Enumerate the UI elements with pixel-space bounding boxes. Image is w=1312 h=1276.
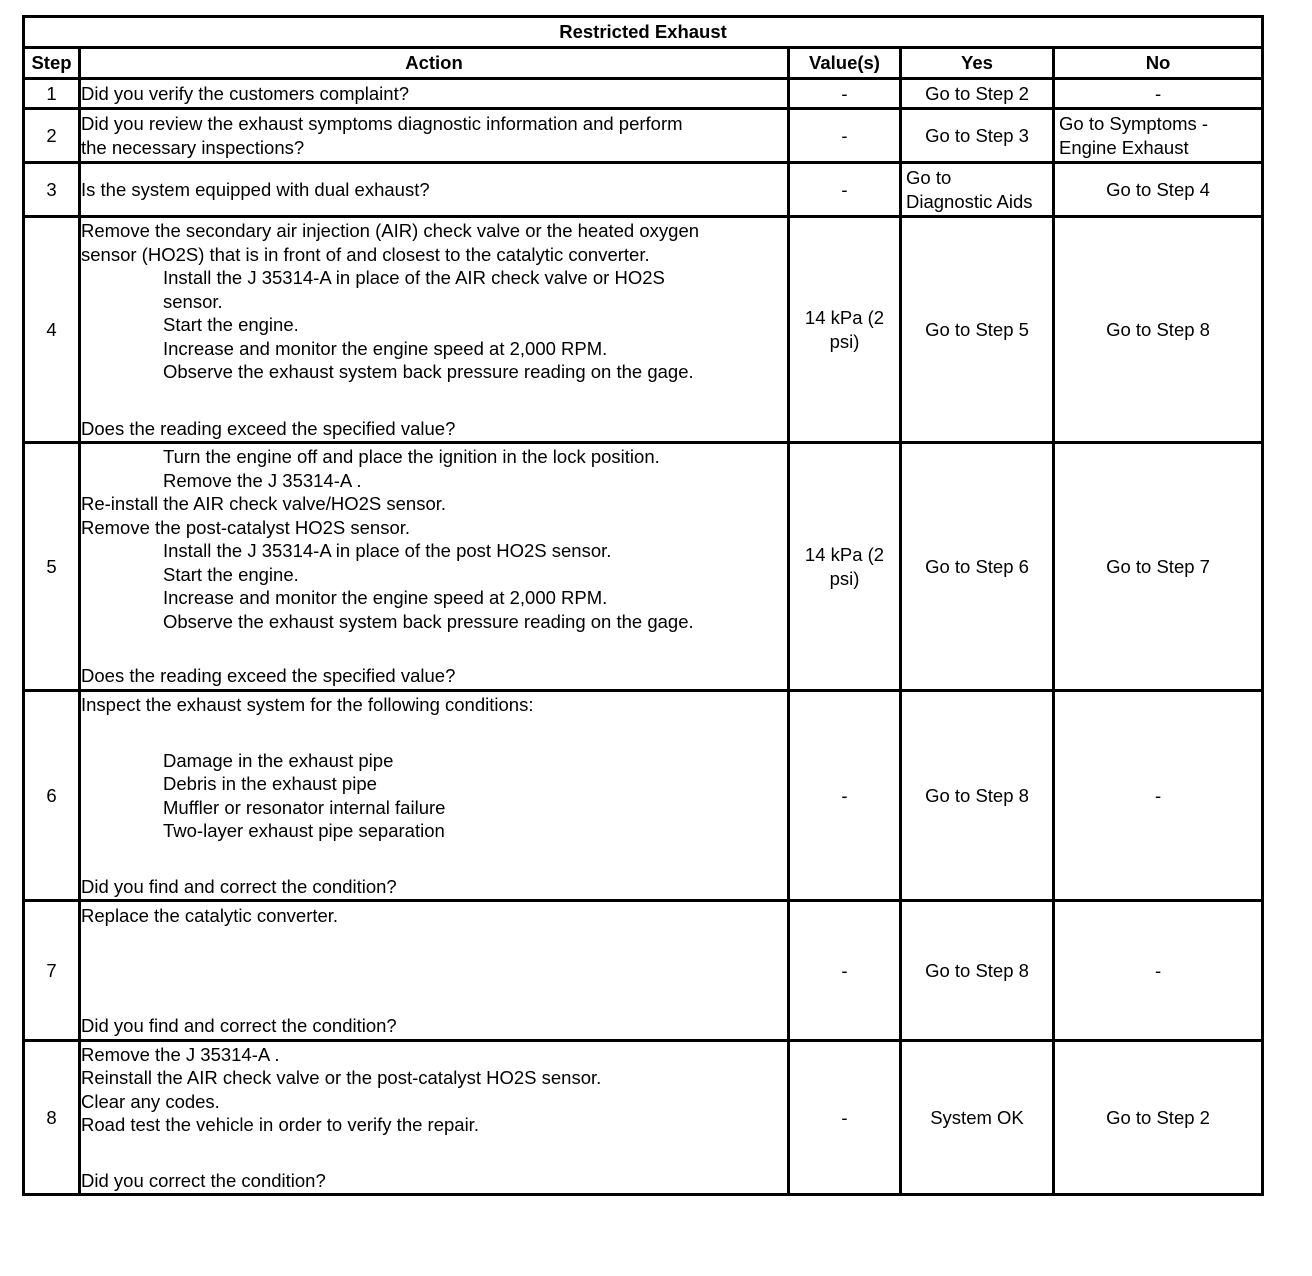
action-substep: Turn the engine off and place the ignition in the lock position. [163,446,660,468]
table-row [24,79,1263,109]
action-substep: Debris in the exhaust pipe [163,773,377,794]
action-cell [80,1041,789,1195]
table-header-row [24,48,1263,79]
action-substep: sensor. [163,290,223,312]
yes-cell: Go to Step 3 [901,109,1054,163]
value-cell: - [789,901,901,1041]
step-number: 6 [24,691,80,901]
yes-cell: Go to Step 8 [901,691,1054,901]
step-number: 2 [24,109,80,163]
action-lines [81,904,787,1038]
value-cell: - [789,163,901,217]
value-cell: - [789,109,901,163]
action-lines [81,219,787,440]
table-row [24,163,1263,217]
no-cell: Go to Step 8 [1054,217,1263,443]
header-no: No [1054,48,1263,79]
action-substep: Start the engine. [163,314,299,335]
yes-cell: Go to Step 8 [901,901,1054,1041]
action-substep: Observe the exhaust system back pressure reading on the gage. [163,361,694,382]
yes-cell: Go to Step 5 [901,217,1054,443]
action-question: Did you find and correct the condition? [81,1015,397,1036]
value-line: 14 kPa (2 [804,307,885,328]
value-cell: - [789,79,901,109]
action-substep: Two-layer exhaust pipe separation [163,820,445,841]
table-title: Restricted Exhaust [24,17,1263,48]
action-substep: Remove the J 35314-A . [163,469,362,491]
value-cell [789,217,901,443]
action-line: Inspect the exhaust system for the following conditions: [81,694,534,715]
value-line: psi) [829,330,860,352]
action-line: Remove the post-catalyst HO2S sensor. [81,516,411,538]
step-number: 8 [24,1041,80,1195]
yes-line: Go to [906,167,952,188]
action-substep: Increase and monitor the engine speed at 2,000 RPM. [163,337,608,359]
no-cell: - [1054,901,1263,1041]
action-question: Did you find and correct the condition? [81,875,397,897]
action-substep: Increase and monitor the engine speed at 2,000 RPM. [163,587,608,609]
value-cell [789,443,901,691]
action-line: Replace the catalytic converter. [81,904,339,926]
action-cell [80,443,789,691]
table-row [24,443,1263,691]
action-question: Does the reading exceed the specified value? [81,417,456,439]
action-substep: Observe the exhaust system back pressure reading on the gage. [163,610,694,632]
header-action: Action [80,48,789,79]
no-cell [1054,109,1263,163]
action-substep: Muffler or resonator internal failure [163,796,446,818]
no-cell: - [1054,691,1263,901]
value-cell: - [789,691,901,901]
diagnostic-table [22,15,1264,1196]
header-yes: Yes [901,48,1054,79]
action-line: Road test the vehicle in order to verify the repair. [81,1114,479,1136]
action-cell [80,109,789,163]
yes-cell [901,163,1054,217]
step-number: 7 [24,901,80,1041]
step-number: 1 [24,79,80,109]
action-line: Did you review the exhaust symptoms diagnostic information and perform [81,113,683,134]
action-line: Remove the J 35314-A . [81,1043,280,1065]
no-line: Go to Symptoms - [1059,113,1209,134]
action-cell [80,901,789,1041]
action-lines [81,693,787,898]
value-line: psi) [829,567,860,589]
no-cell: Go to Step 4 [1054,163,1263,217]
no-cell: - [1054,79,1263,109]
step-number: 3 [24,163,80,217]
action-line: Is the system equipped with dual exhaust? [81,178,430,200]
no-cell: Go to Step 2 [1054,1041,1263,1195]
action-line: sensor (HO2S) that is in front of and closest to the catalytic converter. [81,243,650,265]
no-line: Engine Exhaust [1059,136,1189,158]
action-cell [80,163,789,217]
no-cell: Go to Step 7 [1054,443,1263,691]
header-values: Value(s) [789,48,901,79]
step-number: 4 [24,217,80,443]
yes-cell: Go to Step 2 [901,79,1054,109]
table-title-row [24,17,1263,48]
yes-cell: System OK [901,1041,1054,1195]
value-cell: - [789,1041,901,1195]
action-substep: Damage in the exhaust pipe [163,749,394,771]
table-row [24,217,1263,443]
table-row [24,1041,1263,1195]
action-line: Re-install the AIR check valve/HO2S sensor. [81,493,447,515]
action-line: Remove the secondary air injection (AIR) check valve or the heated oxygen [81,220,700,241]
action-line: Clear any codes. [81,1090,220,1112]
action-cell [80,79,789,109]
table-row [24,109,1263,163]
action-lines [81,1043,787,1193]
action-line: Reinstall the AIR check valve or the post-catalyst HO2S sensor. [81,1067,602,1089]
diagnostic-document [22,15,1264,1196]
action-substep: Install the J 35314-A in place of the post HO2S sensor. [163,540,612,562]
step-number: 5 [24,443,80,691]
value-line: 14 kPa (2 [804,544,885,565]
table-row [24,691,1263,901]
yes-cell: Go to Step 6 [901,443,1054,691]
yes-line: Diagnostic Aids [906,190,1033,212]
action-lines [81,445,787,688]
header-step: Step [24,48,80,79]
table-row [24,901,1263,1041]
action-line: Did you verify the customers complaint? [81,82,409,104]
action-substep: Start the engine. [163,563,299,585]
action-cell [80,217,789,443]
action-line: the necessary inspections? [81,136,305,158]
action-question: Does the reading exceed the specified value? [81,665,456,687]
action-substep: Install the J 35314-A in place of the AIR check valve or HO2S [163,267,665,288]
action-question: Did you correct the condition? [81,1169,326,1191]
action-cell [80,691,789,901]
